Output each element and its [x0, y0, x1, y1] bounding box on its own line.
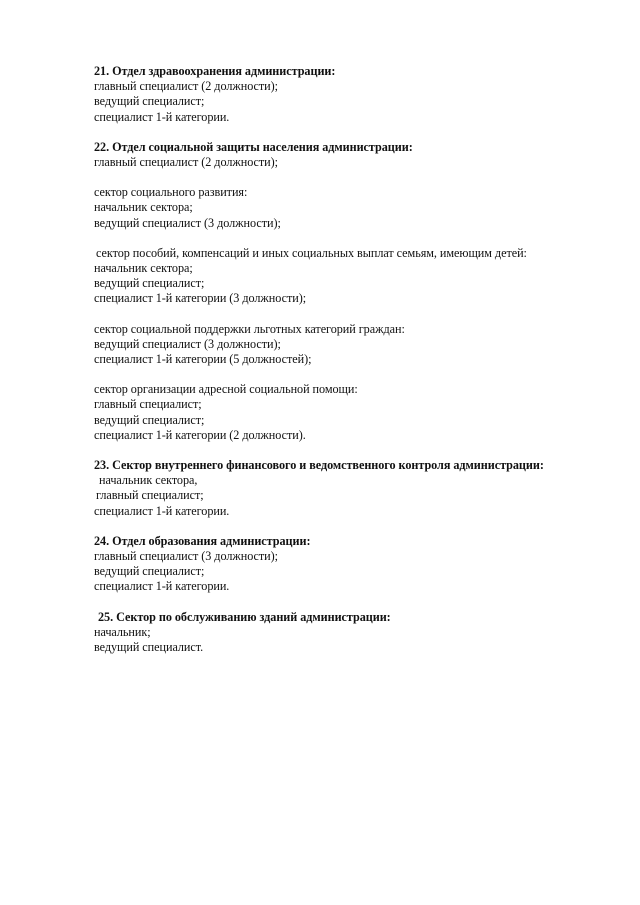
- position-line: ведущий специалист (3 должности);: [94, 215, 281, 230]
- position-line: ведущий специалист;: [94, 412, 205, 427]
- section-heading: 22. Отдел социальной защиты населения администрации:: [94, 139, 413, 154]
- section-25: [94, 610, 594, 656]
- position-line: главный специалист (2 должности);: [94, 155, 279, 170]
- section-heading: 25. Сектор по обслуживанию зданий администрации:: [98, 609, 391, 624]
- position-line: ведущий специалист.: [94, 640, 204, 655]
- position-line: начальник;: [94, 624, 151, 639]
- position-line: главный специалист (2 должности);: [94, 79, 279, 94]
- subsection-title: сектор социального развития:: [94, 185, 248, 200]
- section-24: [94, 534, 594, 595]
- position-line: специалист 1-й категории.: [94, 109, 230, 124]
- position-line: начальник сектора,: [99, 473, 198, 488]
- position-line: ведущий специалист;: [94, 564, 205, 579]
- section-heading: 24. Отдел образования администрации:: [94, 533, 311, 548]
- section-22: [94, 140, 594, 443]
- section-heading: 23. Сектор внутреннего финансового и ведомственного контроля администрации:: [94, 458, 544, 473]
- position-line: специалист 1-й категории.: [94, 503, 230, 518]
- position-line: начальник сектора;: [94, 261, 193, 276]
- position-line: главный специалист;: [94, 397, 202, 412]
- section-23: [94, 458, 594, 519]
- position-line: специалист 1-й категории (5 должностей);: [94, 352, 312, 367]
- position-line: главный специалист (3 должности);: [94, 549, 279, 564]
- position-line: специалист 1-й категории (3 должности);: [94, 291, 307, 306]
- position-line: специалист 1-й категории.: [94, 579, 230, 594]
- section-heading: 21. Отдел здравоохранения администрации:: [94, 64, 336, 78]
- document-page: [94, 64, 594, 655]
- position-line: начальник сектора;: [94, 200, 193, 215]
- subsection-title: сектор социальной поддержки льготных категорий граждан:: [94, 321, 405, 336]
- position-line: специалист 1-й категории (2 должности).: [94, 427, 306, 442]
- position-line: ведущий специалист;: [94, 94, 205, 109]
- position-line: главный специалист;: [96, 488, 204, 503]
- section-21: [94, 64, 594, 125]
- position-line: ведущий специалист (3 должности);: [94, 336, 281, 351]
- subsection-title: сектор организации адресной социальной помощи:: [94, 382, 358, 397]
- position-line: ведущий специалист;: [94, 276, 205, 291]
- subsection-title: сектор пособий, компенсаций и иных социальных выплат семьям, имеющим детей:: [96, 245, 527, 260]
